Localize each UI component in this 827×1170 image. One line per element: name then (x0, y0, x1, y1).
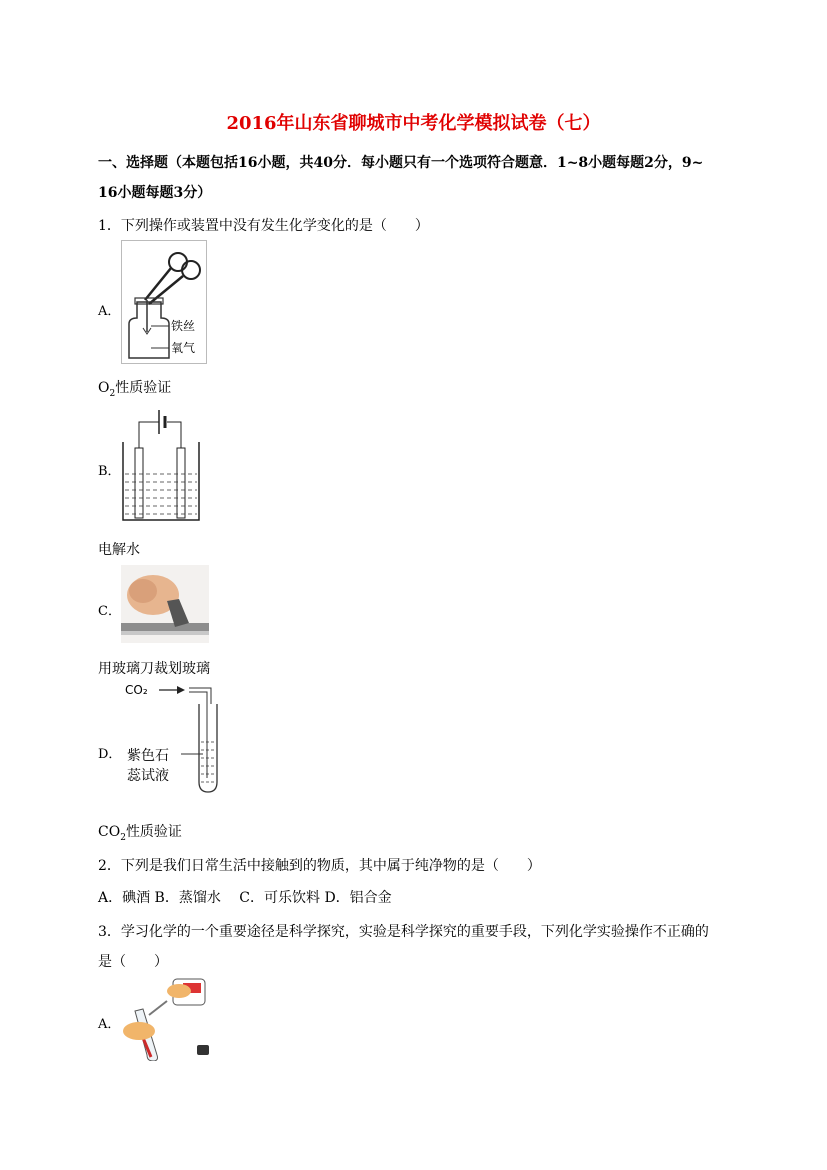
question-1-stem: 1．下列操作或装置中没有发生化学变化的是（ ） (98, 218, 429, 234)
fig-d-label-co2: CO₂ (125, 683, 148, 697)
question-3-stem: 3．学习化学的一个重要途径是科学探究，实验是科学探究的重要手段，下列化学实验操作不正确的 (98, 924, 709, 940)
q1-option-c-letter: C． (98, 604, 121, 619)
question-2-options: A．碘酒 B．蒸馏水 C．可乐饮料 D．铝合金 (98, 890, 392, 906)
q1-option-a-letter: A． (98, 304, 121, 319)
q1-option-d-figure (119, 680, 221, 796)
q1-option-d-caption: $CO_2$性质验证 (98, 824, 182, 843)
section-heading: 一、选择题（本题包括16小题，共40分．每小题只有一个选项符合题意．1~8小题每题2分，9~ (98, 155, 704, 171)
fig-a-label-iron: 铁丝 (171, 319, 196, 333)
q3-option-a-letter: A． (98, 1017, 121, 1032)
q3-option-a-figure (121, 975, 213, 1061)
fig-a-label-oxygen: 氧气 (171, 341, 196, 355)
q1-option-b-letter: B． (98, 464, 121, 479)
fig-d-label-litmus-2: 蕊试液 (127, 768, 169, 784)
section-heading-cont: 16小题每题3分） (98, 185, 212, 201)
q1-option-b-caption: 电解水 (98, 542, 140, 558)
fig-d-label-litmus-1: 紫色石 (127, 748, 169, 764)
q1-option-c-caption: 用玻璃刀裁划玻璃 (98, 661, 210, 677)
q1-option-b-figure (119, 402, 203, 524)
q1-option-a-caption: $O_2$性质验证 (98, 380, 172, 399)
q1-option-a-figure (121, 240, 207, 364)
question-3-stem-cont: 是（ ） (98, 954, 168, 970)
page-title: 2016年山东省聊城市中考化学模拟试卷（七） (226, 113, 601, 134)
q1-option-c-figure (121, 565, 209, 643)
q1-option-d-letter: D． (98, 747, 122, 762)
question-2-stem: 2．下列是我们日常生活中接触到的物质，其中属于纯净物的是（ ） (98, 858, 541, 874)
